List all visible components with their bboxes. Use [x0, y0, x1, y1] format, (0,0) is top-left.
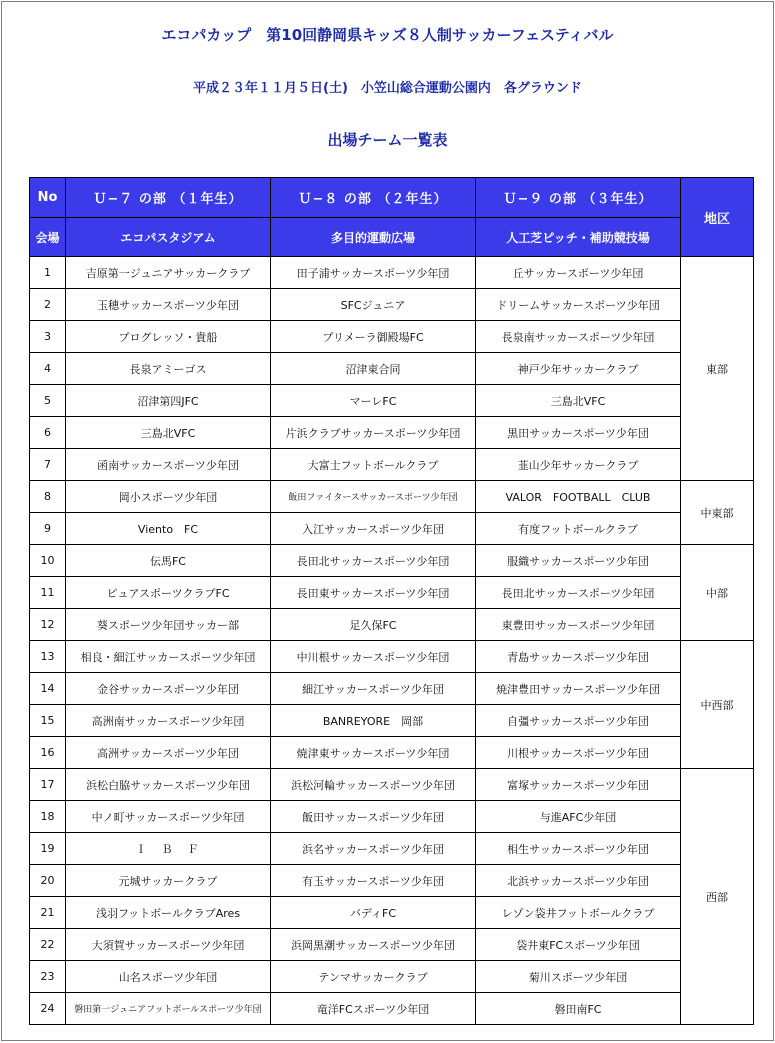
team-u9: 袋井東FCスポーツ少年団: [476, 929, 681, 961]
header-u9: Ｕ−９ の部 （３年生）: [476, 178, 681, 218]
team-u7: 浜松白脇サッカースポーツ少年団: [66, 769, 271, 801]
team-u8: 浜松河輪サッカースポーツ少年団: [271, 769, 476, 801]
team-u7: Viento FC: [66, 513, 271, 545]
table-row: [30, 897, 754, 929]
team-u8: 片浜クラブサッカースポーツ少年団: [271, 417, 476, 449]
document-page: [1, 1, 774, 1041]
team-u7: 元城サッカークラブ: [66, 865, 271, 897]
table-row: [30, 417, 754, 449]
team-u9: 北浜サッカースポーツ少年団: [476, 865, 681, 897]
row-number: 9: [30, 513, 66, 545]
team-u8: 長田北サッカースポーツ少年団: [271, 545, 476, 577]
row-number: 7: [30, 449, 66, 481]
team-u8: 飯田サッカースポーツ少年団: [271, 801, 476, 833]
header-u8: Ｕ−８ の部 （２年生）: [271, 178, 476, 218]
table-row: [30, 577, 754, 609]
row-number: 4: [30, 353, 66, 385]
table-row: [30, 449, 754, 481]
team-u9: レゾン袋井フットボールクラブ: [476, 897, 681, 929]
team-u8: 沼津東合同: [271, 353, 476, 385]
team-u7: プログレッソ・貴船: [66, 321, 271, 353]
team-u9: 韮山少年サッカークラブ: [476, 449, 681, 481]
row-number: 20: [30, 865, 66, 897]
team-u9: 丘サッカースポーツ少年団: [476, 257, 681, 289]
row-number: 22: [30, 929, 66, 961]
team-u9: 川根サッカースポーツ少年団: [476, 737, 681, 769]
team-u8: 浜岡黒潮サッカースポーツ少年団: [271, 929, 476, 961]
team-u7: 吉原第一ジュニアサッカークラブ: [66, 257, 271, 289]
team-u9: 与進AFC少年団: [476, 801, 681, 833]
table-row: [30, 833, 754, 865]
table-row: [30, 609, 754, 641]
team-u9: VALOR FOOTBALL CLUB: [476, 481, 681, 513]
team-u8: プリメーラ御殿場FC: [271, 321, 476, 353]
row-number: 14: [30, 673, 66, 705]
team-u7: 山名スポーツ少年団: [66, 961, 271, 993]
team-u7: ピュアスポーツクラブFC: [66, 577, 271, 609]
team-u8: 長田東サッカースポーツ少年団: [271, 577, 476, 609]
table-row: [30, 481, 754, 513]
team-u9: 三島北VFC: [476, 385, 681, 417]
team-u9: 東豊田サッカースポーツ少年団: [476, 609, 681, 641]
table-row: [30, 641, 754, 673]
team-u9: 有度フットボールクラブ: [476, 513, 681, 545]
team-u8: 有玉サッカースポーツ少年団: [271, 865, 476, 897]
table-row: [30, 385, 754, 417]
table-row: [30, 961, 754, 993]
team-u8: 中川根サッカースポーツ少年団: [271, 641, 476, 673]
table-row: [30, 513, 754, 545]
team-u7: Ｉ Ｂ Ｆ: [66, 833, 271, 865]
team-u9: ドリームサッカースポーツ少年団: [476, 289, 681, 321]
team-u7: 三島北VFC: [66, 417, 271, 449]
team-u8: 飯田ファイタースサッカースポーツ少年団: [271, 481, 476, 513]
team-u9: 服織サッカースポーツ少年団: [476, 545, 681, 577]
team-u7: 高洲サッカースポーツ少年団: [66, 737, 271, 769]
row-number: 19: [30, 833, 66, 865]
row-number: 8: [30, 481, 66, 513]
team-u7: 沼津第四JFC: [66, 385, 271, 417]
row-number: 2: [30, 289, 66, 321]
team-u8: テンマサッカークラブ: [271, 961, 476, 993]
team-u9: 磐田南FC: [476, 993, 681, 1025]
team-u7: 玉穂サッカースポーツ少年団: [66, 289, 271, 321]
team-u9: 黒田サッカースポーツ少年団: [476, 417, 681, 449]
team-u7: 大須賀サッカースポーツ少年団: [66, 929, 271, 961]
team-u7: 函南サッカースポーツ少年団: [66, 449, 271, 481]
row-number: 17: [30, 769, 66, 801]
team-u7: 葵スポーツ少年団サッカー部: [66, 609, 271, 641]
table-row: [30, 673, 754, 705]
region-east: 東部: [681, 257, 754, 481]
team-u7: 中ノ町サッカースポーツ少年団: [66, 801, 271, 833]
header-no: No: [30, 178, 66, 218]
team-u8: 田子浦サッカースポーツ少年団: [271, 257, 476, 289]
team-u8: 浜名サッカースポーツ少年団: [271, 833, 476, 865]
table-row: [30, 545, 754, 577]
team-u8: バディFC: [271, 897, 476, 929]
team-u8: 竜洋FCスポーツ少年団: [271, 993, 476, 1025]
region-west: 西部: [681, 769, 754, 1025]
table-row: [30, 929, 754, 961]
team-u9: 菊川スポーツ少年団: [476, 961, 681, 993]
team-u8: 細江サッカースポーツ少年団: [271, 673, 476, 705]
row-number: 11: [30, 577, 66, 609]
row-number: 24: [30, 993, 66, 1025]
table-row: [30, 705, 754, 737]
table-row: [30, 993, 754, 1025]
table-row: [30, 257, 754, 289]
row-number: 1: [30, 257, 66, 289]
team-u9: 長田北サッカースポーツ少年団: [476, 577, 681, 609]
row-number: 10: [30, 545, 66, 577]
team-u7: 浅羽フットボールクラブAres: [66, 897, 271, 929]
row-number: 18: [30, 801, 66, 833]
row-number: 16: [30, 737, 66, 769]
header-region: 地区: [681, 178, 754, 257]
team-u9: 自彊サッカースポーツ少年団: [476, 705, 681, 737]
team-u8: 足久保FC: [271, 609, 476, 641]
team-u7: 長泉アミーゴス: [66, 353, 271, 385]
table-row: [30, 289, 754, 321]
row-number: 6: [30, 417, 66, 449]
team-u8: マーレFC: [271, 385, 476, 417]
team-u7: 高洲南サッカースポーツ少年団: [66, 705, 271, 737]
header-venue-u7: エコパスタジアム: [66, 218, 271, 257]
team-u9: 長泉南サッカースポーツ少年団: [476, 321, 681, 353]
team-u7: 伝馬FC: [66, 545, 271, 577]
region-central-east: 中東部: [681, 481, 754, 545]
table-row: [30, 321, 754, 353]
team-list-table: [29, 177, 754, 1025]
team-u7: 岡小スポーツ少年団: [66, 481, 271, 513]
team-u7: 磐田第一ジュニアフットボールスポーツ少年団: [66, 993, 271, 1025]
team-u8: 大富士フットボールクラブ: [271, 449, 476, 481]
row-number: 3: [30, 321, 66, 353]
list-title: 出場チーム一覧表: [327, 131, 448, 149]
table-row: [30, 769, 754, 801]
row-number: 12: [30, 609, 66, 641]
team-u8: 焼津東サッカースポーツ少年団: [271, 737, 476, 769]
team-u9: 富塚サッカースポーツ少年団: [476, 769, 681, 801]
table-row: [30, 353, 754, 385]
table-row: [30, 737, 754, 769]
row-number: 5: [30, 385, 66, 417]
event-date-venue: 平成２３年１１月５日(土) 小笠山総合運動公園内 各グラウンド: [193, 81, 582, 96]
header-u7: Ｕ−７ の部 （１年生）: [66, 178, 271, 218]
table-row: [30, 865, 754, 897]
header-venue: 会場: [30, 218, 66, 257]
table-row: [30, 801, 754, 833]
team-u7: 金谷サッカースポーツ少年団: [66, 673, 271, 705]
header-venue-u8: 多目的運動広場: [271, 218, 476, 257]
team-u9: 神戸少年サッカークラブ: [476, 353, 681, 385]
event-title: エコパカップ 第10回静岡県キッズ８人制サッカーフェスティバル: [161, 26, 614, 44]
row-number: 21: [30, 897, 66, 929]
header-venue-u9: 人工芝ピッチ・補助競技場: [476, 218, 681, 257]
team-u7: 相良・細江サッカースポーツ少年団: [66, 641, 271, 673]
team-u9: 焼津豊田サッカースポーツ少年団: [476, 673, 681, 705]
team-u8: 入江サッカースポーツ少年団: [271, 513, 476, 545]
row-number: 13: [30, 641, 66, 673]
team-u8: SFCジュニア: [271, 289, 476, 321]
region-central-west: 中西部: [681, 641, 754, 769]
team-u9: 相生サッカースポーツ少年団: [476, 833, 681, 865]
team-u9: 青島サッカースポーツ少年団: [476, 641, 681, 673]
row-number: 15: [30, 705, 66, 737]
region-central: 中部: [681, 545, 754, 641]
team-u8: BANREYORE 岡部: [271, 705, 476, 737]
row-number: 23: [30, 961, 66, 993]
